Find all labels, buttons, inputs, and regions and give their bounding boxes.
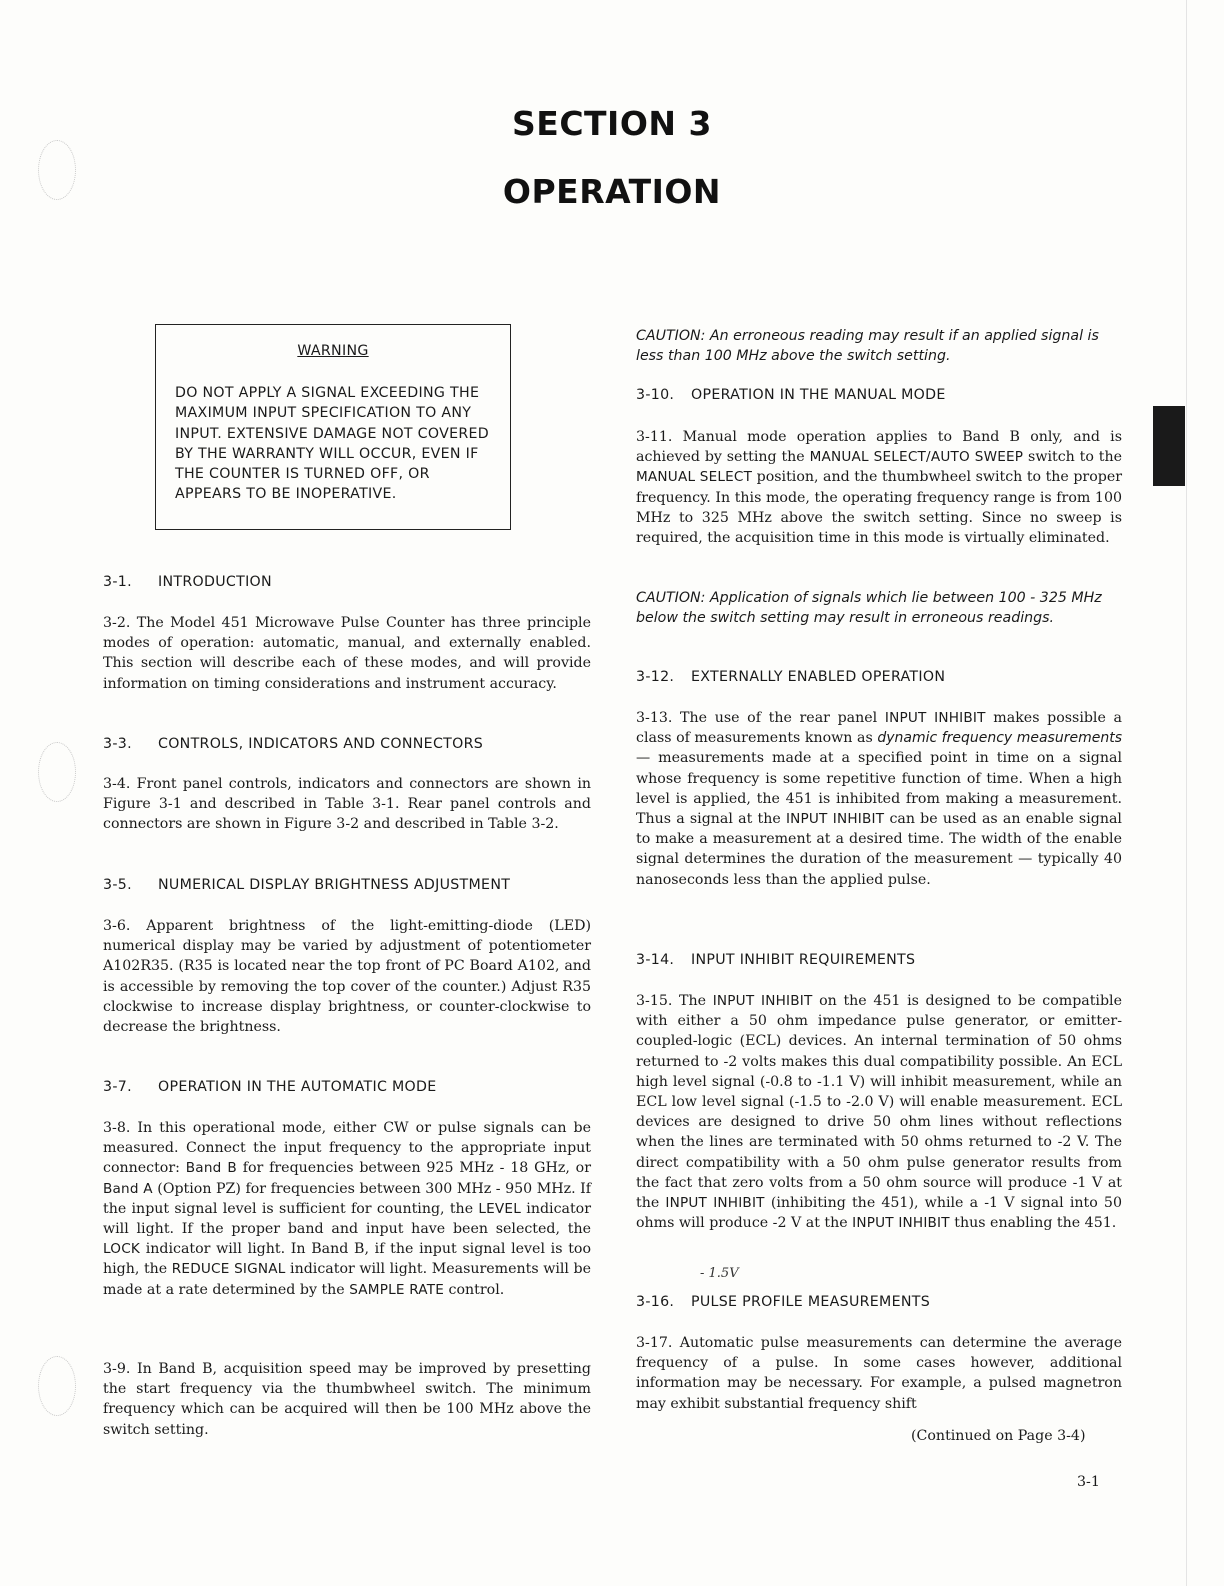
- text-run: 3-15. The: [636, 993, 713, 1009]
- heading-3-7: [103, 1077, 591, 1097]
- heading-3-5: [103, 875, 591, 895]
- section-title: SECTION 3: [512, 104, 712, 143]
- heading-number: 3-3.: [103, 736, 132, 752]
- warning-text: DO NOT APPLY A SIGNAL EXCEEDING THE MAXIMUM INPUT SPECIFICATION TO ANY INPUT. EXTENSIVE DAMAGE NOT COVERED BY THE WARRANTY WILL OCCUR, EVEN IF THE COUNTER IS TURNED OFF, OR APPEARS TO BE INOPERATIVE.: [175, 385, 490, 503]
- heading-3-3: [103, 734, 591, 754]
- paragraph-3-11: [636, 427, 1122, 548]
- text-run: 3-11. Manual mode operation applies to Band B only, and is achieved by setting the: [636, 429, 1122, 466]
- paragraph-3-2: 3-2. The Model 451 Microwave Pulse Counter has three principle modes of operation: automatic, manual, and externally enabled. This section will describe each of these modes, and will provide information on timing considerations and instrument accuracy.: [103, 615, 591, 692]
- heading-title: OPERATION IN THE AUTOMATIC MODE: [158, 1079, 437, 1095]
- manual-auto-switch-label: MANUAL SELECT/AUTO SWEEP: [809, 449, 1024, 466]
- section-subtitle: OPERATION: [502, 172, 722, 211]
- level-label: LEVEL: [478, 1200, 521, 1217]
- manual-select-label: MANUAL SELECT: [636, 469, 753, 486]
- continued-note: (Continued on Page 3-4): [911, 1428, 1086, 1444]
- page-edge: [1186, 0, 1187, 1586]
- caution-1: CAUTION: An erroneous reading may result if an applied signal is less than 100 MHz above the switch setting.: [636, 328, 1099, 365]
- paragraph-3-17: 3-17. Automatic pulse measurements can determine the average frequency of a pulse. In some cases however, additional information may be necessary. For example, a pulsed magnetron may exhibit substantial frequency shift: [636, 1335, 1122, 1412]
- dynamic-term: dynamic frequency measurements: [877, 730, 1122, 747]
- input-inhibit-label: INPUT INHIBIT: [884, 710, 986, 726]
- heading-3-1: [103, 572, 591, 592]
- paragraph-3-9: 3-9. In Band B, acquisition speed may be improved by presetting the start frequency via the thumbwheel switch. The minimum frequency which can be acquired will then be 100 MHz above the switch setting.: [103, 1361, 591, 1438]
- heading-number: 3-16.: [636, 1294, 675, 1310]
- heading-3-12: [636, 667, 1122, 687]
- heading-title: INTRODUCTION: [158, 574, 272, 590]
- text-run: position, and the thumbwheel switch to the proper frequency. In this mode, the operating frequency range is from 100 MHz to 325 MHz above the switch setting. Since no sweep is required, the acquisition time in this mode is virtually eliminated.: [636, 469, 1122, 547]
- input-inhibit-label: INPUT INHIBIT: [852, 1215, 950, 1232]
- paragraph-3-15: [636, 991, 1122, 1233]
- section-tab-marker: [1153, 406, 1185, 486]
- text-run: (Option PZ) for frequencies between 300 MHz - 950 MHz. If the input signal level is sufficient for counting, the: [103, 1180, 591, 1217]
- input-inhibit-label: INPUT INHIBIT: [785, 811, 885, 828]
- paragraph-3-6: 3-6. Apparent brightness of the light-emitting-diode (LED) numerical display may be varied by adjustment of potentiometer A102R35. (R35 is located near the top front of PC Board A102, and is accessible by removing the top cover of the counter.) Adjust R35 clockwise to increase display brightness, or counter-clockwise to decrease the brightness.: [103, 918, 591, 1036]
- handwritten-note: - 1.5V: [700, 1266, 739, 1281]
- heading-number: 3-10.: [636, 387, 675, 403]
- text-run: (inhibiting the 451), while a -1 V signal into 50 ohms will produce -2 V at the: [636, 1195, 1122, 1232]
- heading-title: PULSE PROFILE MEASUREMENTS: [691, 1294, 931, 1310]
- input-inhibit-label: INPUT INHIBIT: [712, 993, 813, 1009]
- heading-title: CONTROLS, INDICATORS AND CONNECTORS: [158, 736, 484, 752]
- heading-3-10: [636, 385, 1122, 405]
- heading-title: NUMERICAL DISPLAY BRIGHTNESS ADJUSTMENT: [158, 877, 511, 893]
- text-run: 3-13. The use of the rear panel: [636, 710, 885, 726]
- heading-number: 3-7.: [103, 1079, 132, 1095]
- warning-box: [155, 324, 511, 530]
- paragraph-3-13: [636, 708, 1122, 890]
- text-run: 3-8. In this operational mode, either CW or pulse signals can be measured. Connect the input frequency to the appropriate input connector:: [103, 1120, 591, 1177]
- paragraph-3-4: 3-4. Front panel controls, indicators and connectors are shown in Figure 3-1 and described in Table 3-1. Rear panel controls and connectors are shown in Figure 3-2 and described in Table 3-2.: [103, 776, 591, 833]
- heading-title: INPUT INHIBIT REQUIREMENTS: [691, 952, 916, 968]
- band-b-label: Band B: [185, 1160, 237, 1177]
- text-run: indicator will light. Measurements will be made at a rate determined by the: [103, 1261, 591, 1298]
- text-run: on the 451 is designed to be compatible with either a 50 ohm impedance pulse generator, or emitter-coupled-logic (ECL) devices. An internal termination of 50 ohms returned to -2 volts makes this dual compatibility possible. An ECL high level signal (-0.8 to -1.1 V) will inhibit measurement, while an ECL low level signal (-1.5 to -2.0 V) will enable measurement. ECL devices are designed to drive 50 ohm lines without reflections when the lines are terminated with 50 ohms returned to -2 V. The direct compatibility with a 50 ohm pulse generator results from the fact that zero volts from a 50 ohm source will produce -1 V at the: [636, 993, 1122, 1212]
- binder-hole: [38, 742, 76, 802]
- heading-number: 3-14.: [636, 952, 675, 968]
- heading-number: 3-1.: [103, 574, 132, 590]
- band-a-label: Band A: [103, 1180, 153, 1197]
- text-run: — measurements made at a specified point in time on a signal whose frequency is some repetitive function of time. When a high level is applied, the 451 is inhibited from making a measurement. Thus a signal at the: [636, 750, 1122, 828]
- text-run: makes possible a class of measurements known as: [636, 710, 1122, 747]
- heading-title: OPERATION IN THE MANUAL MODE: [691, 387, 946, 403]
- warning-heading: WARNING: [297, 343, 369, 359]
- text-run: switch to the: [1023, 449, 1122, 466]
- text-run: control.: [444, 1281, 505, 1298]
- heading-number: 3-5.: [103, 877, 132, 893]
- input-inhibit-label: INPUT INHIBIT: [665, 1195, 765, 1212]
- text-run: thus enabling the 451.: [949, 1215, 1117, 1232]
- lock-label: LOCK: [103, 1241, 140, 1258]
- reduce-signal-label: REDUCE SIGNAL: [171, 1261, 286, 1278]
- text-run: can be used as an enable signal to make a measurement at a desired time. The width of the enable signal determines the duration of the measurement — typically 40 nanoseconds less than the applied pulse.: [636, 811, 1122, 888]
- caution-2: CAUTION: Application of signals which lie between 100 - 325 MHz below the switch setting may result in erroneous readings.: [636, 590, 1102, 627]
- text-run: indicator will light. If the proper band and input have been selected, the: [103, 1200, 592, 1238]
- page-number: 3-1: [1077, 1474, 1100, 1490]
- heading-title: EXTERNALLY ENABLED OPERATION: [691, 669, 946, 685]
- sample-rate-label: SAMPLE RATE: [349, 1281, 445, 1298]
- heading-3-14: [636, 950, 1122, 970]
- paragraph-3-8: [103, 1118, 591, 1300]
- binder-hole: [38, 1356, 76, 1416]
- heading-number: 3-12.: [636, 669, 675, 685]
- text-run: indicator will light. In Band B, if the input signal level is too high, the: [103, 1241, 591, 1278]
- heading-3-16: [636, 1292, 1122, 1312]
- text-run: for frequencies between 925 MHz - 18 GHz, or: [236, 1160, 592, 1177]
